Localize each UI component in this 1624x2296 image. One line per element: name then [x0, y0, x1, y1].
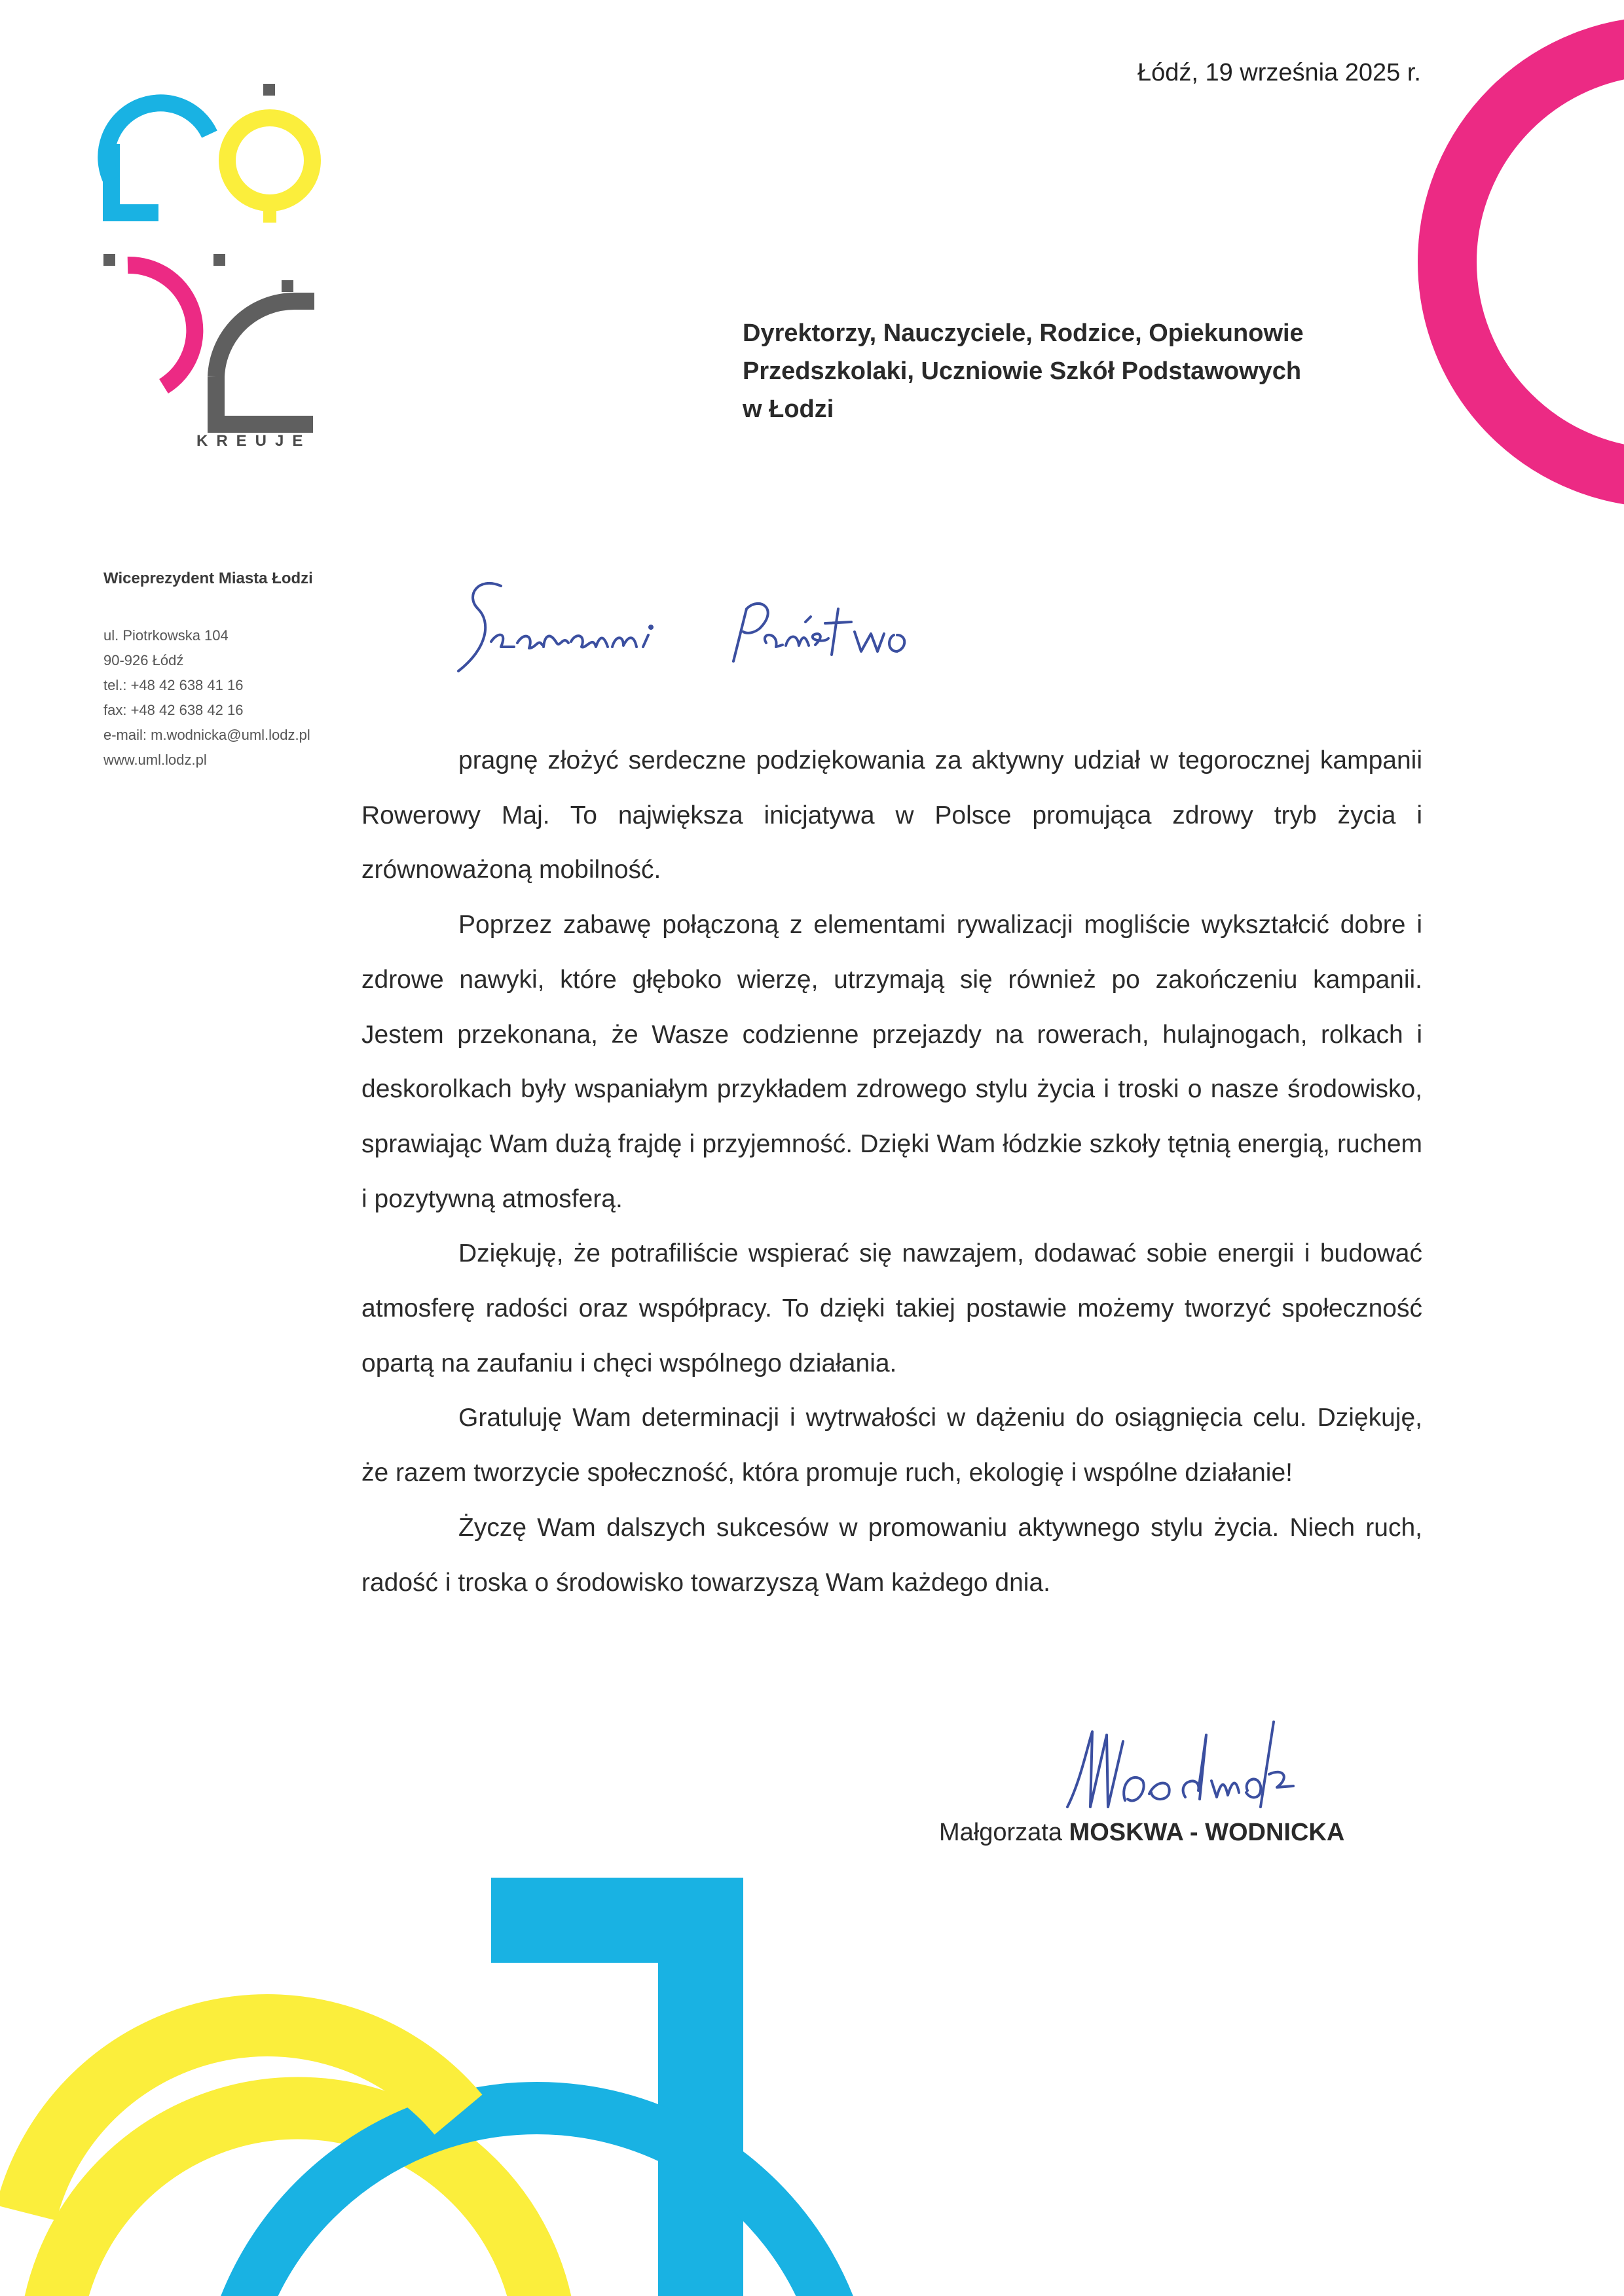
body-paragraph: Dziękuję, że potrafiliście wspierać się nawzajem, dodawać sobie energii i budować atmosferę radości oraz współpracy. To dzięki takiej postawie możemy tworzyć społeczność opartą na zaufaniu i chęci wspólnego działania.	[361, 1239, 1422, 1377]
address-postal: 90-926 Łódź	[103, 652, 184, 668]
handwritten-salutation	[452, 570, 976, 681]
letter-body	[361, 733, 1422, 1610]
letter-date: Łódź, 19 września 2025 r.	[1137, 59, 1421, 86]
body-paragraph: Życzę Wam dalszych sukcesów w promowaniu aktywnego stylu życia. Niech ruch, radość i troska o środowisko towarzyszą Wam każdego dnia.	[361, 1513, 1422, 1597]
city-logo-mark	[92, 79, 354, 458]
addressee-line: Przedszkolaki, Uczniowie Szkół Podstawowych	[743, 357, 1302, 385]
body-paragraph: pragnę złożyć serdeczne podziękowania za aktywny udział w tegorocznej kampanii Rowerowy Maj. To największa inicjatywa w Polsce promująca zdrowy tryb życia i zrównoważoną mobilność.	[361, 746, 1422, 884]
body-paragraph: Poprzez zabawę połączoną z elementami rywalizacji mogliście wykształcić dobre i zdrowe nawyki, które głęboko wierzę, utrzymają się również po zakończeniu kampanii. Jestem przekonana, że Wasze codzienne przejazdy na rowerach, hulajnogach, rolkach i deskorolkach były wspaniałym przykładem zdrowego stylu życia i troski o nasze środowisko, sprawiając Wam dużą frajdę i przyjemność. Dzięki Wam łódzkie szkoły tętnią energią, ruchem i pozytywną atmosferą.	[361, 911, 1422, 1213]
magenta-ring-decoration	[1447, 46, 1624, 478]
office-title: Wiceprezydent Miasta Łodzi	[103, 570, 313, 587]
addressee-block	[743, 314, 1304, 428]
signer-surname: MOSKWA - WODNICKA	[1069, 1819, 1345, 1846]
contact-block	[103, 623, 310, 773]
signer-name	[939, 1819, 1344, 1847]
logo-wordmark: KREUJE	[196, 432, 312, 450]
addressee-line: Dyrektorzy, Nauczyciele, Rodzice, Opiekunowie	[743, 319, 1304, 347]
body-paragraph: Gratuluję Wam determinacji i wytrwałości w dążeniu do osiągnięcia celu. Dziękuję, że razem tworzycie społeczność, która promuje ruch, ekologię i wspólne działanie!	[361, 1404, 1422, 1487]
phone-number: tel.: +48 42 638 41 16	[103, 677, 244, 693]
addressee-line: w Łodzi	[743, 395, 834, 423]
email-address: e-mail: m.wodnicka@uml.lodz.pl	[103, 727, 310, 743]
fax-number: fax: +48 42 638 42 16	[103, 702, 244, 718]
signer-first-name: Małgorzata	[939, 1819, 1062, 1846]
website-address: www.uml.lodz.pl	[103, 752, 207, 768]
address-street: ul. Piotrkowska 104	[103, 627, 229, 644]
